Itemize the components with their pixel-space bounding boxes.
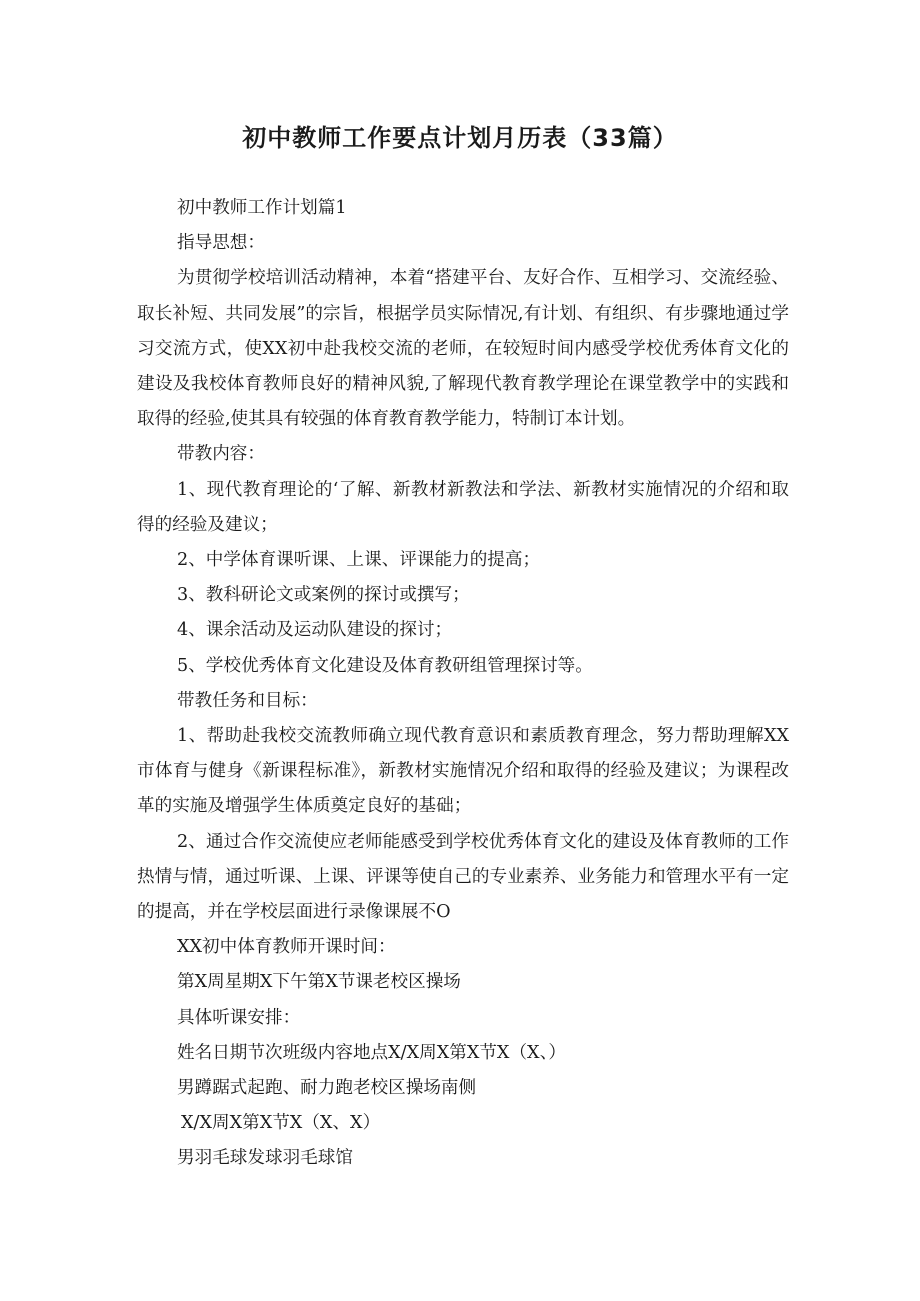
list-item-content-4: 4、课余活动及运动队建设的探讨； <box>177 620 453 641</box>
schedule-line-1: 姓名日期节次班级内容地点X/X周X第X节X（X、） <box>177 1042 566 1063</box>
document-body <box>137 191 789 1177</box>
subheading-tasks-goals: 带教任务和目标： <box>177 690 318 711</box>
list-item-goal-2: 2、通过合作交流使应老师能感受到学校优秀体育文化的建设及体育教师的工作热情与情，通过听课、上课、评课等使自己的专业素养、业务能力和管理水平有一定的提高，并在学校层面进行录像课展不O <box>137 831 789 923</box>
list-item-content-5: 5、学校优秀体育文化建设及体育教研组管理探讨等。 <box>177 655 593 676</box>
schedule-line-4: 男羽毛球发球羽毛球馆 <box>177 1148 353 1169</box>
list-item-content-3: 3、教科研论文或案例的探讨或撰写； <box>177 585 470 606</box>
schedule-line-3: X/X周X第X节X（X、X） <box>181 1113 381 1134</box>
subheading-schedule: 具体听课安排： <box>177 1007 301 1028</box>
schedule-line-2: 男蹲踞式起跑、耐力跑老校区操场南侧 <box>177 1078 477 1099</box>
subheading-guiding-thought: 指导思想： <box>177 233 265 254</box>
subheading-teaching-content: 带教内容： <box>177 444 265 465</box>
list-item-goal-1: 1、帮助赴我校交流教师确立现代教育意识和素质教育理念，努力帮助理解XX市体育与健身《新课程标准》，新教材实施情况介绍和取得的经验及建议；为课程改革的实施及增强学生体质奠定良好的基础； <box>137 726 789 817</box>
subheading-class-time: XX初中体育教师开课时间： <box>177 937 396 958</box>
list-item-content-1: 1、现代教育理论的‘了解、新教材新教法和学法、新教材实施情况的介绍和取得的经验及建议； <box>137 479 789 535</box>
list-item-content-2: 2、中学体育课听课、上课、评课能力的提高； <box>177 550 541 571</box>
document-title: 初中教师工作要点计划月历表（33篇） <box>242 124 678 152</box>
paragraph-guiding-thought: 为贯彻学校培训活动精神，本着“搭建平台、友好合作、互相学习、交流经验、取长补短、共同发展”的宗旨，根据学员实际情况,有计划、有组织、有步骤地通过学习交流方式，使XX初中赴我校交流的老师，在较短时间内感受学校优秀体育文化的建设及我校体育教师良好的精神风貌,了解现代教育教学理论在课堂教学中的实践和取得的经验,使其具有较强的体育教育教学能力，特制订本计划。 <box>137 268 789 430</box>
paragraph-class-time: 第X周星期X下午第X节课老校区操场 <box>177 972 461 993</box>
section-heading: 初中教师工作计划篇1 <box>177 198 347 218</box>
